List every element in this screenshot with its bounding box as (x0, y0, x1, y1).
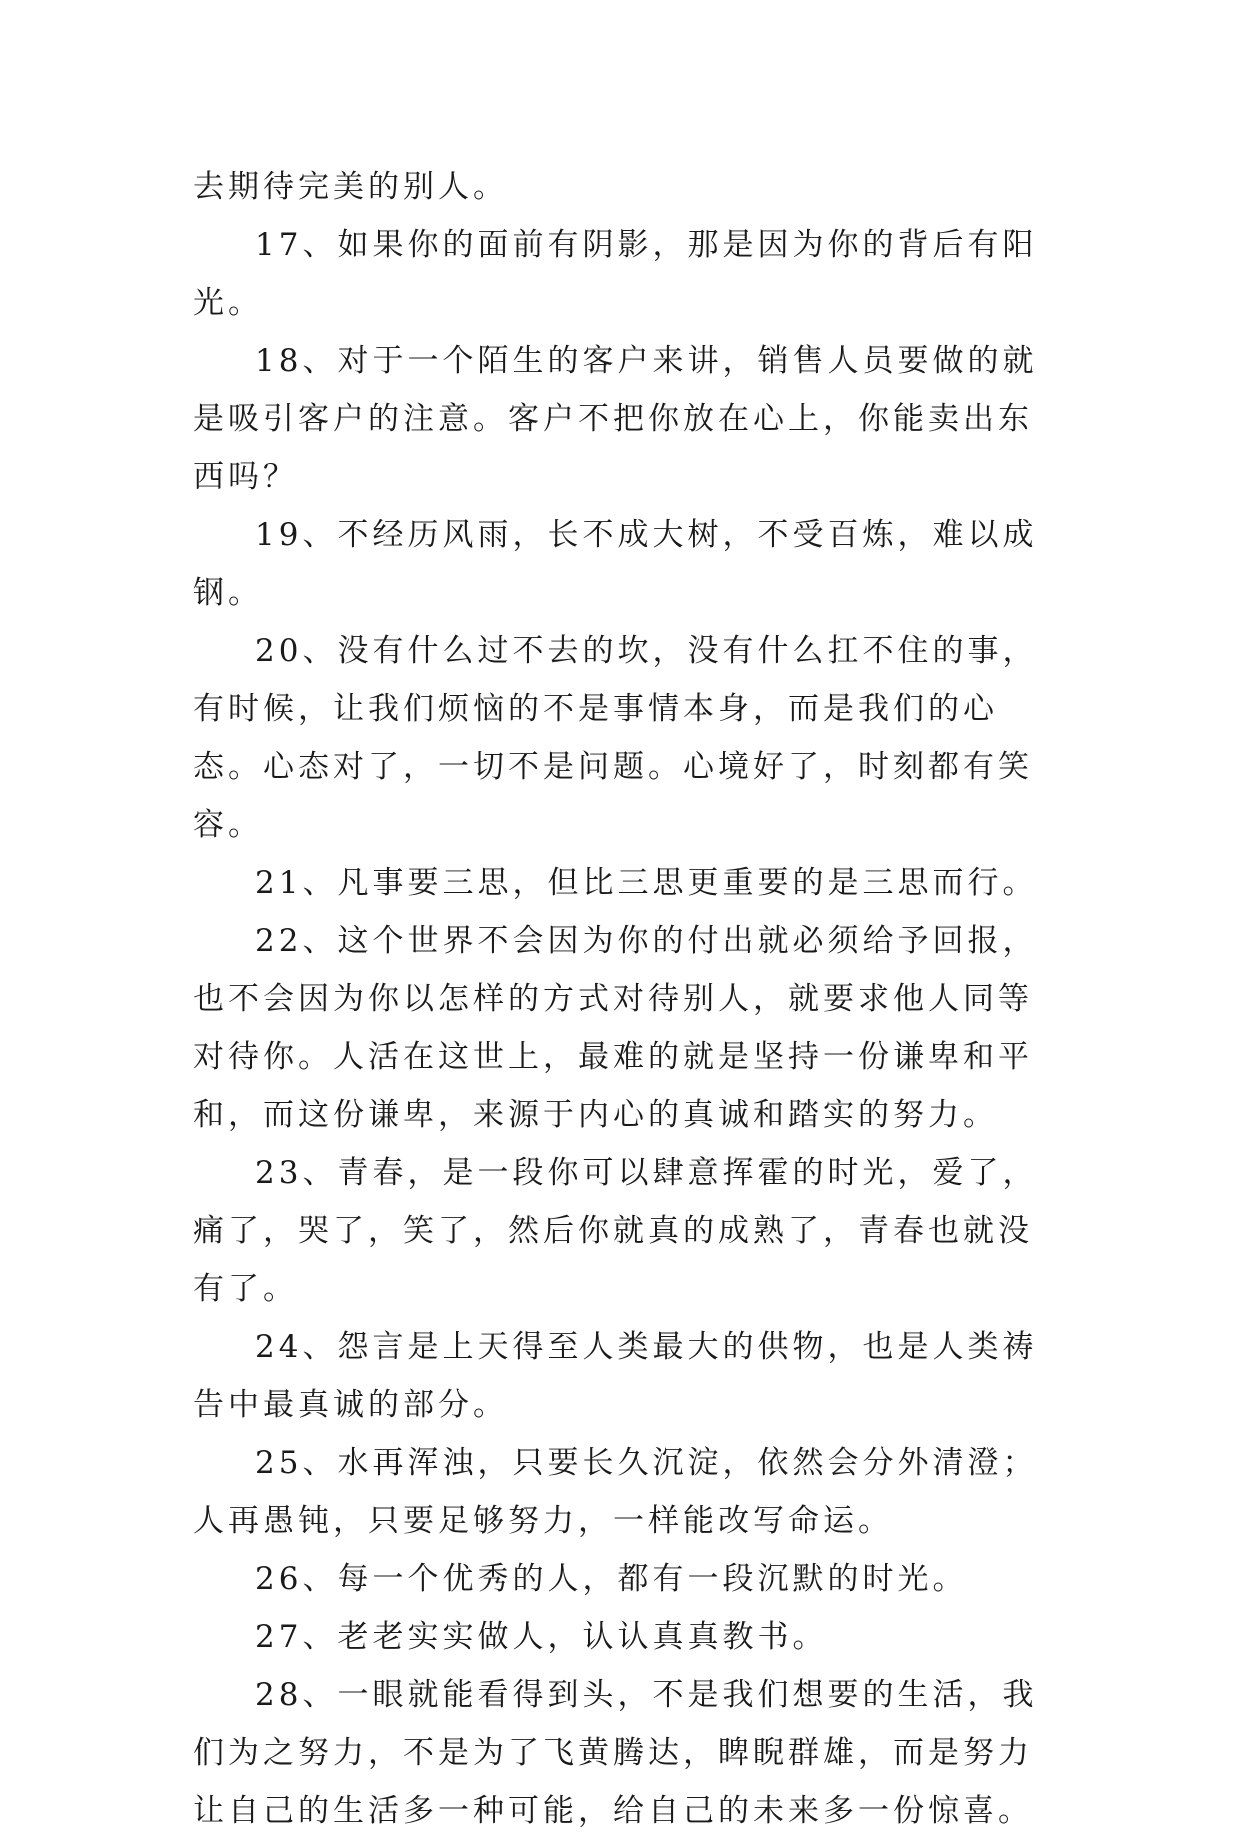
paragraph-17: 17、如果你的面前有阴影，那是因为你的背后有阳光。 (193, 227, 1038, 321)
paragraph-28: 28、一眼就能看得到头，不是我们想要的生活，我们为之努力，不是为了飞黄腾达，睥睨群雄，而是努力让自己的生活多一种可能，给自己的未来多一份惊喜。 (193, 1677, 1038, 1829)
paragraph-18: 18、对于一个陌生的客户来讲，销售人员要做的就是吸引客户的注意。客户不把你放在心上，你能卖出东西吗？ (193, 343, 1038, 495)
paragraph-21: 21、凡事要三思，但比三思更重要的是三思而行。 (255, 865, 1038, 901)
paragraph-27: 27、老老实实做人，认认真真教书。 (255, 1619, 828, 1655)
paragraph-26: 26、每一个优秀的人，都有一段沉默的时光。 (255, 1561, 968, 1597)
paragraph-25: 25、水再浑浊，只要长久沉淀，依然会分外清澄；人再愚钝，只要足够努力，一样能改写命运。 (193, 1445, 1038, 1539)
paragraph-19: 19、不经历风雨，长不成大树，不受百炼，难以成钢。 (193, 517, 1038, 611)
paragraph-continuation: 去期待完美的别人。 (193, 169, 508, 205)
document-body (193, 158, 1053, 1840)
paragraph-22: 22、这个世界不会因为你的付出就必须给予回报，也不会因为你以怎样的方式对待别人，就要求他人同等对待你。人活在这世上，最难的就是坚持一份谦卑和平和，而这份谦卑，来源于内心的真诚和踏实的努力。 (193, 923, 1038, 1133)
paragraph-23: 23、青春，是一段你可以肆意挥霍的时光，爱了，痛了，哭了，笑了，然后你就真的成熟了，青春也就没有了。 (193, 1155, 1038, 1307)
paragraph-24: 24、怨言是上天得至人类最大的供物，也是人类祷告中最真诚的部分。 (193, 1329, 1038, 1423)
paragraph-20: 20、没有什么过不去的坎，没有什么扛不住的事，有时候，让我们烦恼的不是事情本身，而是我们的心态。心态对了，一切不是问题。心境好了，时刻都有笑容。 (193, 633, 1038, 843)
